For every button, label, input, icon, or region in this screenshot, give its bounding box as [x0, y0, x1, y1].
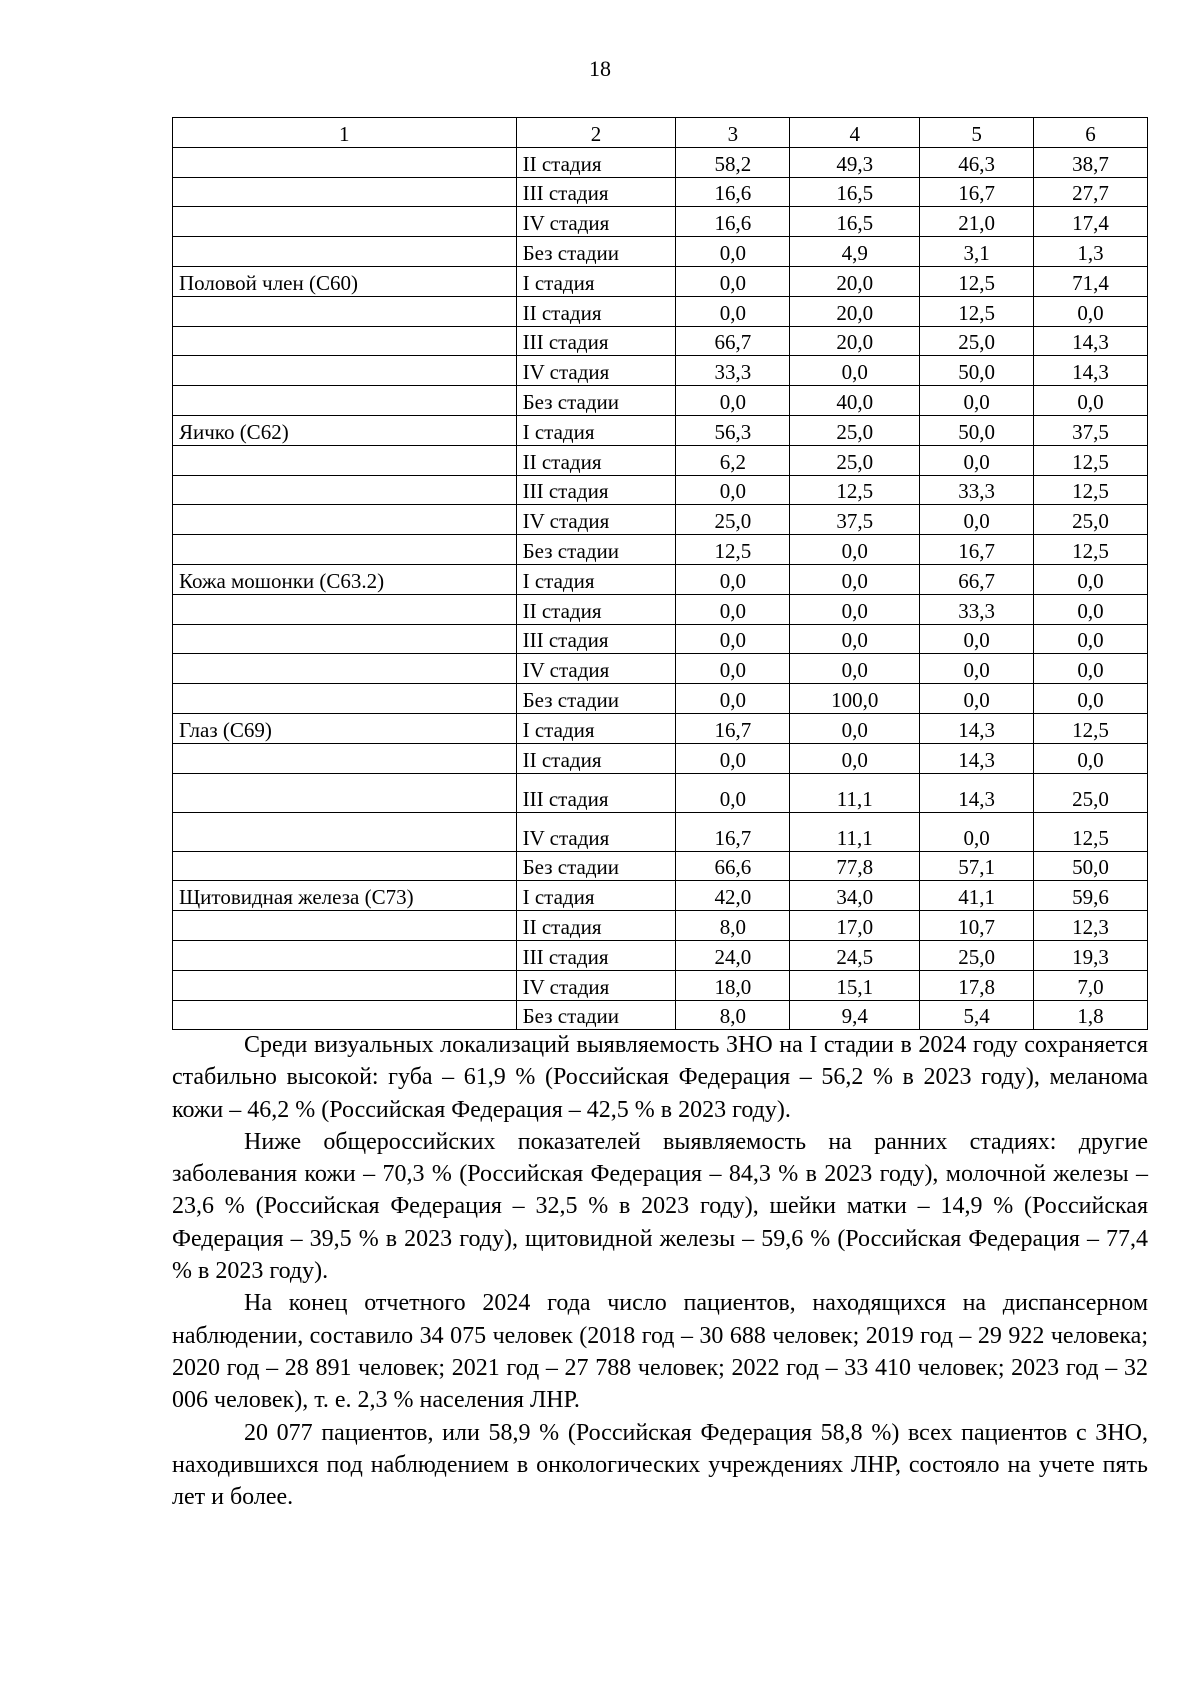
value-cell: 0,0 [676, 266, 790, 296]
value-cell: 12,5 [1034, 475, 1148, 505]
stage-cell: I стадия [516, 415, 676, 445]
table-row [173, 386, 1148, 416]
stage-cell: III стадия [516, 326, 676, 356]
value-cell: 6,2 [676, 445, 790, 475]
body-text [172, 1029, 1148, 1513]
table-row [173, 713, 1148, 743]
value-cell: 0,0 [920, 505, 1034, 535]
localization-cell: Яичко (С62) [173, 415, 517, 445]
stage-cell: IV стадия [516, 970, 676, 1000]
localization-cell [173, 654, 517, 684]
stage-cell: Без стадии [516, 684, 676, 714]
stage-cell: IV стадия [516, 654, 676, 684]
value-cell: 16,5 [790, 207, 920, 237]
value-cell: 11,1 [790, 812, 920, 851]
stage-cell: Без стадии [516, 1000, 676, 1030]
value-cell: 14,3 [920, 713, 1034, 743]
value-cell: 59,6 [1034, 881, 1148, 911]
value-cell: 12,5 [1034, 445, 1148, 475]
value-cell: 50,0 [1034, 851, 1148, 881]
table-row [173, 415, 1148, 445]
table-row [173, 812, 1148, 851]
value-cell: 0,0 [676, 594, 790, 624]
value-cell: 25,0 [1034, 505, 1148, 535]
stage-cell: II стадия [516, 911, 676, 941]
value-cell: 33,3 [920, 475, 1034, 505]
value-cell: 25,0 [790, 415, 920, 445]
localization-cell: Щитовидная железа (С73) [173, 881, 517, 911]
value-cell: 0,0 [1034, 564, 1148, 594]
paragraph: 20 077 пациентов, или 58,9 % (Российская Федерация 58,8 %) всех пациентов с ЗНО, находившихся под наблюдением в онкологических учреждениях ЛНР, состояло на учете пять лет и более. [172, 1419, 1148, 1511]
table-row [173, 654, 1148, 684]
stage-cell: I стадия [516, 881, 676, 911]
value-cell: 49,3 [790, 147, 920, 177]
value-cell: 14,3 [920, 773, 1034, 812]
localization-cell [173, 356, 517, 386]
value-cell: 37,5 [1034, 415, 1148, 445]
value-cell: 0,0 [790, 356, 920, 386]
value-cell: 0,0 [1034, 654, 1148, 684]
value-cell: 8,0 [676, 911, 790, 941]
stage-cell: Без стадии [516, 386, 676, 416]
paragraph: Ниже общероссийских показателей выявляемость на ранних стадиях: другие заболевания кожи – 70,3 % (Российская Федерация – 84,3 % в 2023 году), молочной железы – 23,6 % (Российская Федерация – 32,5 % в 2023 году), шейки матки – 14,9 % (Российская Федерация – 39,5 % в 2023 году), щитовидной железы – 59,6 % (Российская Федерация – 77,4 % в 2023 году). [172, 1128, 1148, 1285]
value-cell: 15,1 [790, 970, 920, 1000]
stage-cell: III стадия [516, 475, 676, 505]
value-cell: 10,7 [920, 911, 1034, 941]
localization-cell [173, 812, 517, 851]
value-cell: 9,4 [790, 1000, 920, 1030]
value-cell: 12,5 [1034, 713, 1148, 743]
value-cell: 0,0 [790, 624, 920, 654]
value-cell: 16,7 [676, 713, 790, 743]
value-cell: 1,3 [1034, 237, 1148, 267]
stage-cell: II стадия [516, 147, 676, 177]
value-cell: 17,4 [1034, 207, 1148, 237]
value-cell: 25,0 [790, 445, 920, 475]
value-cell: 7,0 [1034, 970, 1148, 1000]
localization-cell: Глаз (С69) [173, 713, 517, 743]
value-cell: 0,0 [920, 812, 1034, 851]
value-cell: 0,0 [676, 564, 790, 594]
column-header-4: 4 [790, 118, 920, 148]
value-cell: 0,0 [790, 654, 920, 684]
value-cell: 58,2 [676, 147, 790, 177]
stage-cell: I стадия [516, 713, 676, 743]
value-cell: 71,4 [1034, 266, 1148, 296]
table-body [173, 147, 1148, 1030]
value-cell: 14,3 [920, 743, 1034, 773]
value-cell: 16,7 [920, 177, 1034, 207]
stage-cell: Без стадии [516, 237, 676, 267]
stage-cell: Без стадии [516, 851, 676, 881]
table-row [173, 911, 1148, 941]
value-cell: 16,7 [676, 812, 790, 851]
value-cell: 12,5 [1034, 535, 1148, 565]
localization-cell: Половой член (С60) [173, 266, 517, 296]
table-row [173, 505, 1148, 535]
value-cell: 25,0 [920, 326, 1034, 356]
localization-cell [173, 147, 517, 177]
localization-cell [173, 743, 517, 773]
value-cell: 12,5 [1034, 812, 1148, 851]
table-row [173, 940, 1148, 970]
value-cell: 17,8 [920, 970, 1034, 1000]
value-cell: 37,5 [790, 505, 920, 535]
value-cell: 100,0 [790, 684, 920, 714]
value-cell: 24,5 [790, 940, 920, 970]
stage-cell: IV стадия [516, 505, 676, 535]
value-cell: 0,0 [1034, 296, 1148, 326]
stage-cell: III стадия [516, 773, 676, 812]
localization-cell [173, 386, 517, 416]
value-cell: 0,0 [676, 773, 790, 812]
stage-cell: III стадия [516, 624, 676, 654]
value-cell: 8,0 [676, 1000, 790, 1030]
value-cell: 3,1 [920, 237, 1034, 267]
value-cell: 0,0 [1034, 743, 1148, 773]
value-cell: 0,0 [1034, 624, 1148, 654]
table-row [173, 624, 1148, 654]
value-cell: 0,0 [920, 445, 1034, 475]
value-cell: 0,0 [1034, 594, 1148, 624]
value-cell: 33,3 [920, 594, 1034, 624]
table-row [173, 445, 1148, 475]
value-cell: 19,3 [1034, 940, 1148, 970]
localization-cell: Кожа мошонки (С63.2) [173, 564, 517, 594]
value-cell: 1,8 [1034, 1000, 1148, 1030]
localization-cell [173, 911, 517, 941]
table-row [173, 564, 1148, 594]
stage-cell: II стадия [516, 445, 676, 475]
table-row [173, 147, 1148, 177]
paragraph: На конец отчетного 2024 года число пациентов, находящихся на диспансерном наблюдении, составило 34 075 человек (2018 год – 30 688 человек; 2019 год – 29 922 человека; 2020 год – 28 891 человек; 2021 год – 27 788 человек; 2022 год – 33 410 человек; 2023 год – 32 006 человек), т. е. 2,3 % населения ЛНР. [172, 1290, 1148, 1414]
value-cell: 0,0 [676, 743, 790, 773]
value-cell: 12,5 [676, 535, 790, 565]
value-cell: 25,0 [1034, 773, 1148, 812]
value-cell: 20,0 [790, 326, 920, 356]
value-cell: 0,0 [1034, 386, 1148, 416]
stage-cell: III стадия [516, 177, 676, 207]
table-row [173, 881, 1148, 911]
value-cell: 16,5 [790, 177, 920, 207]
value-cell: 12,5 [790, 475, 920, 505]
column-header-2: 2 [516, 118, 676, 148]
value-cell: 38,7 [1034, 147, 1148, 177]
value-cell: 41,1 [920, 881, 1034, 911]
value-cell: 14,3 [1034, 326, 1148, 356]
table-row [173, 743, 1148, 773]
value-cell: 12,3 [1034, 911, 1148, 941]
value-cell: 14,3 [1034, 356, 1148, 386]
localization-cell [173, 326, 517, 356]
value-cell: 0,0 [920, 654, 1034, 684]
table-row [173, 1000, 1148, 1030]
value-cell: 33,3 [676, 356, 790, 386]
localization-cell [173, 940, 517, 970]
stage-cell: IV стадия [516, 812, 676, 851]
value-cell: 40,0 [790, 386, 920, 416]
value-cell: 34,0 [790, 881, 920, 911]
stage-cell: III стадия [516, 940, 676, 970]
value-cell: 66,7 [920, 564, 1034, 594]
value-cell: 11,1 [790, 773, 920, 812]
localization-cell [173, 594, 517, 624]
value-cell: 46,3 [920, 147, 1034, 177]
value-cell: 0,0 [676, 475, 790, 505]
localization-cell [173, 773, 517, 812]
localization-cell [173, 505, 517, 535]
value-cell: 66,7 [676, 326, 790, 356]
table-row [173, 356, 1148, 386]
table-row [173, 326, 1148, 356]
table-row [173, 296, 1148, 326]
stage-cell: II стадия [516, 743, 676, 773]
value-cell: 0,0 [790, 535, 920, 565]
page-number: 18 [589, 56, 611, 81]
value-cell: 0,0 [676, 237, 790, 267]
value-cell: 50,0 [920, 415, 1034, 445]
table-row [173, 684, 1148, 714]
value-cell: 66,6 [676, 851, 790, 881]
stage-distribution-table [172, 117, 1148, 1030]
value-cell: 21,0 [920, 207, 1034, 237]
table-row [173, 970, 1148, 1000]
stage-cell: I стадия [516, 564, 676, 594]
value-cell: 5,4 [920, 1000, 1034, 1030]
value-cell: 0,0 [676, 684, 790, 714]
table-row [173, 266, 1148, 296]
value-cell: 0,0 [920, 684, 1034, 714]
value-cell: 27,7 [1034, 177, 1148, 207]
value-cell: 0,0 [676, 296, 790, 326]
stage-cell: II стадия [516, 296, 676, 326]
value-cell: 77,8 [790, 851, 920, 881]
value-cell: 12,5 [920, 296, 1034, 326]
value-cell: 0,0 [790, 594, 920, 624]
value-cell: 0,0 [790, 743, 920, 773]
value-cell: 25,0 [676, 505, 790, 535]
table-row [173, 773, 1148, 812]
column-header-3: 3 [676, 118, 790, 148]
localization-cell [173, 970, 517, 1000]
table-row [173, 177, 1148, 207]
value-cell: 0,0 [920, 386, 1034, 416]
table-row [173, 237, 1148, 267]
stage-cell: IV стадия [516, 356, 676, 386]
localization-cell [173, 1000, 517, 1030]
value-cell: 24,0 [676, 940, 790, 970]
stage-cell: IV стадия [516, 207, 676, 237]
value-cell: 16,7 [920, 535, 1034, 565]
value-cell: 4,9 [790, 237, 920, 267]
value-cell: 20,0 [790, 296, 920, 326]
value-cell: 0,0 [790, 713, 920, 743]
value-cell: 50,0 [920, 356, 1034, 386]
localization-cell [173, 535, 517, 565]
stage-cell: Без стадии [516, 535, 676, 565]
value-cell: 0,0 [1034, 684, 1148, 714]
stage-cell: II стадия [516, 594, 676, 624]
table-row [173, 475, 1148, 505]
value-cell: 0,0 [790, 564, 920, 594]
localization-cell [173, 177, 517, 207]
localization-cell [173, 475, 517, 505]
value-cell: 25,0 [920, 940, 1034, 970]
table-header-row [173, 118, 1148, 148]
table-row [173, 535, 1148, 565]
table-row [173, 207, 1148, 237]
table-row [173, 594, 1148, 624]
localization-cell [173, 684, 517, 714]
localization-cell [173, 624, 517, 654]
value-cell: 42,0 [676, 881, 790, 911]
localization-cell [173, 445, 517, 475]
column-header-6: 6 [1034, 118, 1148, 148]
value-cell: 0,0 [676, 624, 790, 654]
value-cell: 18,0 [676, 970, 790, 1000]
localization-cell [173, 207, 517, 237]
value-cell: 0,0 [920, 624, 1034, 654]
column-header-5: 5 [920, 118, 1034, 148]
table-row [173, 851, 1148, 881]
value-cell: 57,1 [920, 851, 1034, 881]
value-cell: 0,0 [676, 654, 790, 684]
value-cell: 56,3 [676, 415, 790, 445]
localization-cell [173, 296, 517, 326]
value-cell: 16,6 [676, 177, 790, 207]
column-header-1: 1 [173, 118, 517, 148]
value-cell: 16,6 [676, 207, 790, 237]
paragraph: Среди визуальных локализаций выявляемость ЗНО на I стадии в 2024 году сохраняется стабильно высокой: губа – 61,9 % (Российская Федерация – 56,2 % в 2023 году), меланома кожи – 46,2 % (Российская Федерация – 42,5 % в 2023 году). [172, 1032, 1148, 1123]
value-cell: 12,5 [920, 266, 1034, 296]
stage-cell: I стадия [516, 266, 676, 296]
value-cell: 17,0 [790, 911, 920, 941]
localization-cell [173, 851, 517, 881]
value-cell: 20,0 [790, 266, 920, 296]
value-cell: 0,0 [676, 386, 790, 416]
localization-cell [173, 237, 517, 267]
